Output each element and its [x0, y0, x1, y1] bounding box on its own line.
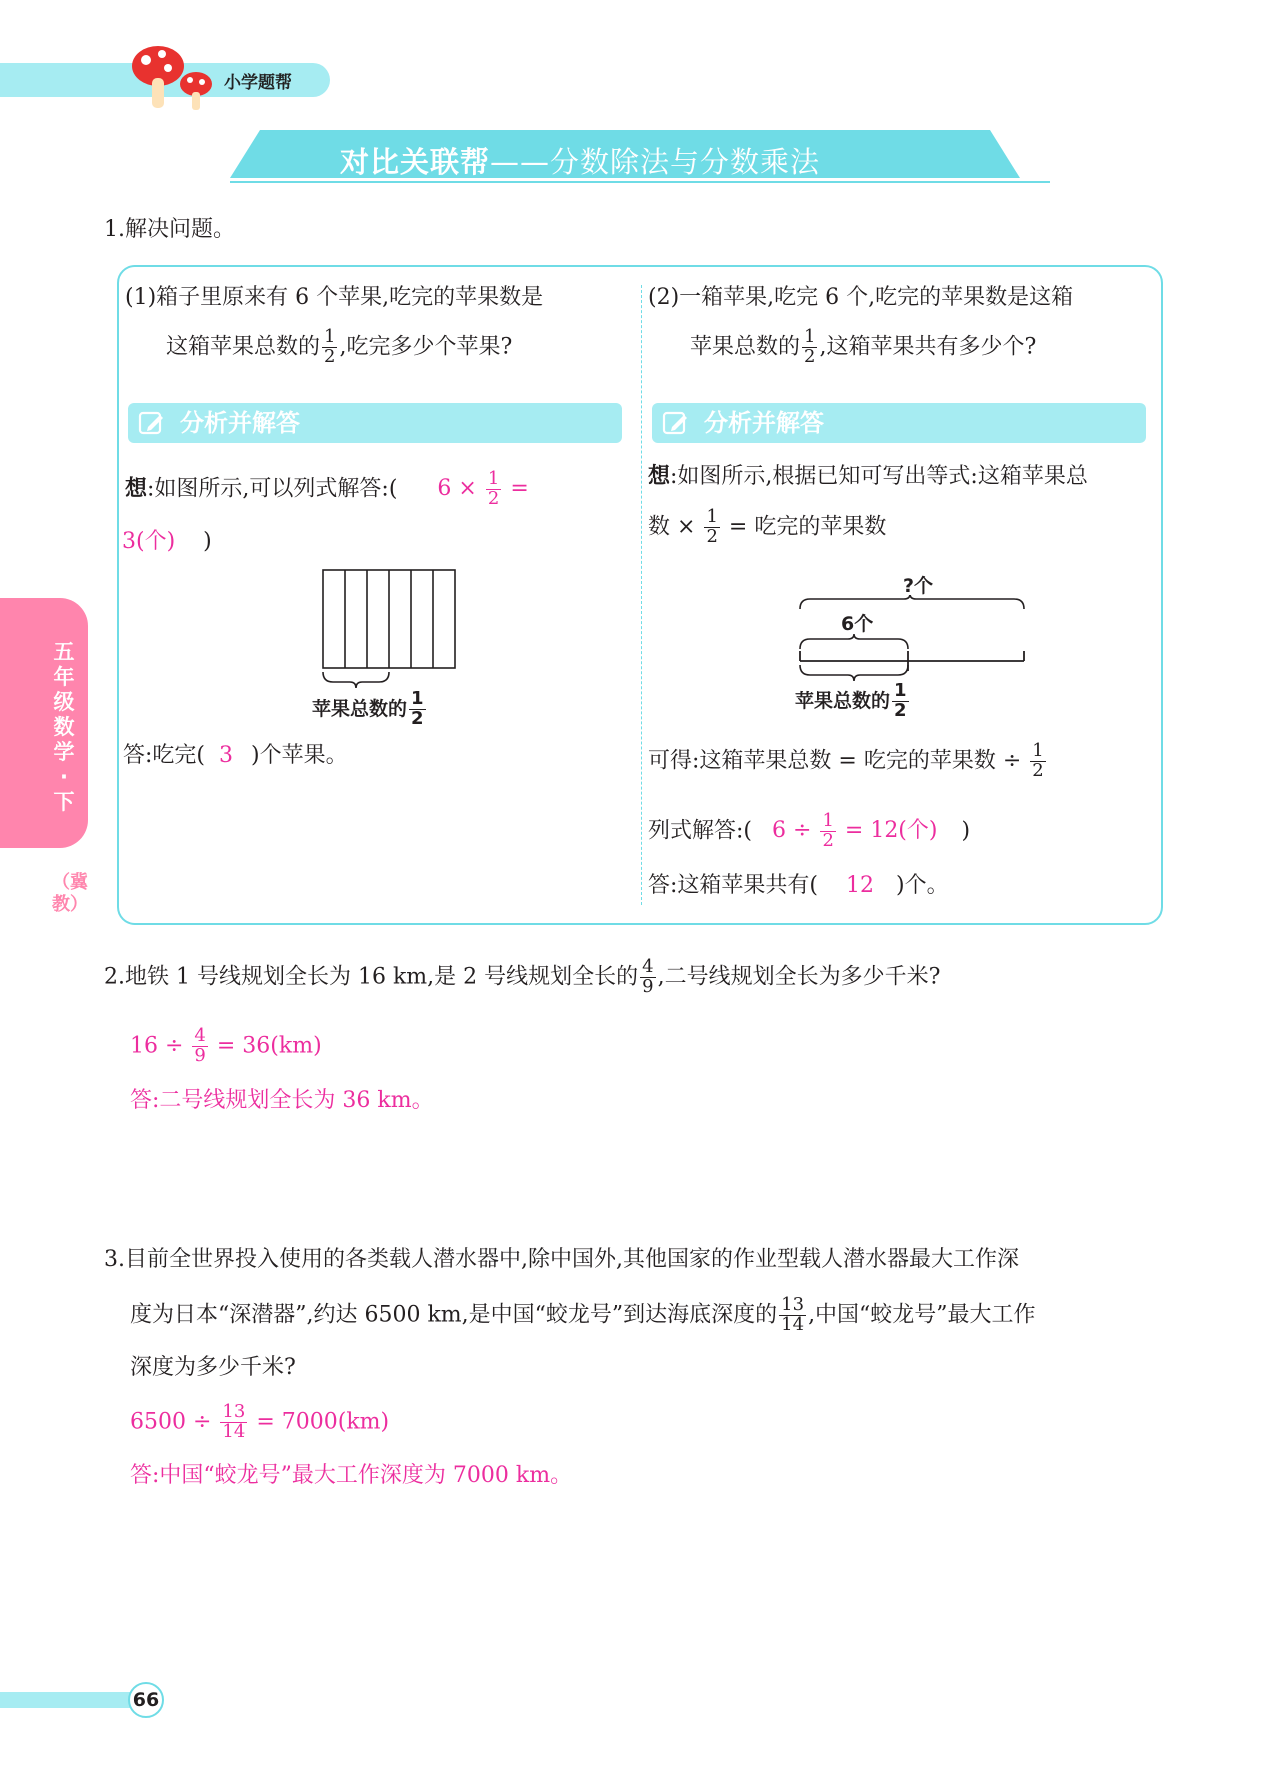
q1-p2-calc: 列式解答:( 6 ÷ $\frac{1}{2}$ = 12(个) ): [648, 810, 971, 851]
q1-heading: 1.解决问题。: [104, 217, 235, 242]
q1-p2-diagram-mid-label: 6个: [841, 613, 874, 635]
q3-solution: 6500 ÷ $\frac{13}{14}$ = 7000(km): [130, 1401, 390, 1442]
q3-line1: 3.目前全世界投入使用的各类载人潜水器中,除中国外,其他国家的作业型载人潜水器最大工作深: [104, 1247, 1019, 1272]
title-main: 对比关联帮: [340, 145, 491, 179]
q3-line3: 深度为多少千米?: [130, 1355, 296, 1380]
fraction: $\frac{1}{2}$: [324, 326, 336, 367]
apple-bar-diagram: [318, 568, 458, 690]
q1-p1-answer-expr: 6 × $\frac{1}{2}$ =: [437, 468, 529, 509]
mushroom-logo-icon: [128, 42, 218, 114]
analysis-bar: 分析并解答: [128, 403, 622, 443]
grade-label: 五年级数学·下: [53, 640, 75, 814]
analysis-bar: 分析并解答: [652, 403, 1146, 443]
q1-divider: [641, 285, 642, 905]
q1-p2-diagram-top-label: ?个: [903, 575, 934, 597]
q1-p2-think: 想:如图所示,根据已知可写出等式:这箱苹果总: [648, 463, 1088, 489]
pencil-note-icon: [662, 410, 690, 436]
line-segment-diagram: [790, 595, 1040, 690]
q1-p2-answer: 答:这箱苹果共有( 12 )个。: [648, 873, 949, 898]
q3-answer: 答:中国“蛟龙号”最大工作深度为 7000 km。: [130, 1463, 573, 1488]
q1-p1-think: 想:如图所示,可以列式解答:( 6 × $\frac{1}{2}$ =: [125, 468, 529, 509]
q1-p2-diagram-bottom-label: 苹果总数的 $\frac{1}{2}$: [795, 680, 907, 721]
q1-p2-think-line2: 数 × $\frac{1}{2}$ = 吃完的苹果数: [648, 506, 887, 547]
q1-p2-line2: 苹果总数的 $\frac{1}{2}$ ,这箱苹果共有多少个?: [690, 326, 1037, 367]
q1-p2-line1: (2)一箱苹果,吃完 6 个,吃完的苹果数是这箱: [648, 285, 1074, 310]
q2-solution: 16 ÷ $\frac{4}{9}$ = 36(km): [130, 1025, 322, 1066]
title-sub: 分数除法与分数乘法: [550, 145, 821, 179]
page-title: [340, 140, 820, 181]
q2-text: 2.地铁 1 号线规划全长为 16 km,是 2 号线规划全长的 $\frac{4}{9}$ ,二号线规划全长为多少千米?: [104, 956, 941, 997]
q1-p1-answer-line2: 3(个) ): [122, 529, 212, 554]
q1-p1-answer: 答:吃完( 3 )个苹果。: [123, 743, 348, 768]
q1-p1-line1: (1)箱子里原来有 6 个苹果,吃完的苹果数是: [125, 285, 544, 310]
pencil-note-icon: [138, 410, 166, 436]
title-dash: ——: [490, 145, 551, 179]
edition-label: （冀教）: [52, 872, 88, 915]
q1-p1-diagram-label: 苹果总数的 $\frac{1}{2}$: [312, 688, 424, 729]
q3-line2: 度为日本“深潜器”,约达 6500 km,是中国“蛟龙号”到达海底深度的 $\frac{13}{14}$ ,中国“蛟龙号”最大工作: [130, 1294, 1036, 1335]
q2-answer: 答:二号线规划全长为 36 km。: [130, 1088, 434, 1113]
page-number: 66: [128, 1682, 164, 1718]
q1-p2-derive: 可得:这箱苹果总数 = 吃完的苹果数 ÷ $\frac{1}{2}$: [648, 740, 1044, 781]
brand-name: 小学题帮: [224, 73, 292, 93]
q1-p1-line2: 这箱苹果总数的 $\frac{1}{2}$ ,吃完多少个苹果?: [166, 326, 513, 367]
